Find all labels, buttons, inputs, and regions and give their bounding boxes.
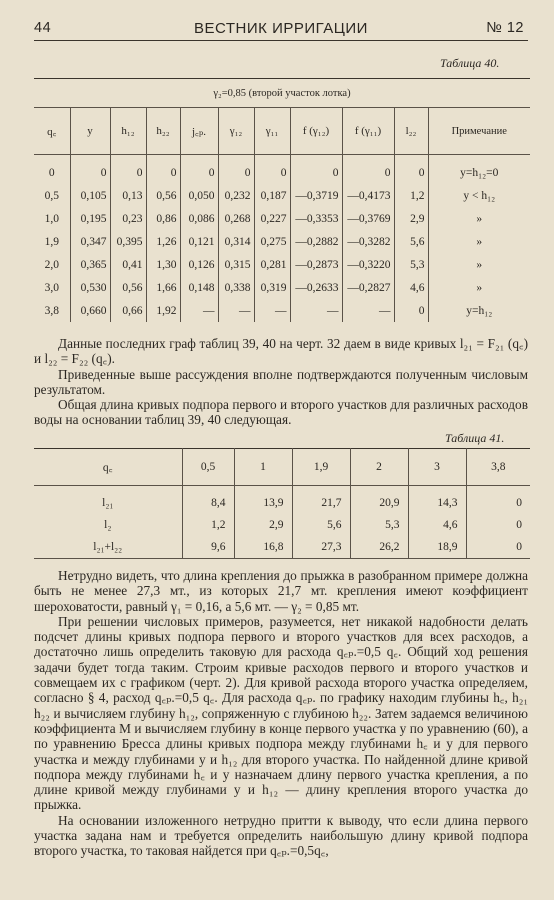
table-cell: 0,227 [254,207,290,230]
table-cell: 18,9 [408,536,466,559]
table-cell: 5,6 [292,514,350,536]
col-header: f (γ₁₂) [290,108,342,155]
table-cell: 27,3 [292,536,350,559]
paragraph: Нетрудно видеть, что длина крепления до прыжка в разобранном примере должна быть не менее 27,3 мт., из которых 21,7 мт. крепления имеют коэффициент шероховатости, равный γ₁ = 0,16, а 5,6 мт. — γ₂ = 0,85 мт. [34,568,528,614]
table-cell: 0,105 [70,184,110,207]
table-cell: 0,13 [110,184,146,207]
table-cell: —0,3282 [342,230,394,253]
table-cell: 0,5 [44,189,59,202]
text-block-middle [34,336,528,428]
table-40 [34,78,530,322]
journal-title: ВЕСТНИК ИРРИГАЦИИ [194,20,368,37]
table-cell: l₂ [104,519,112,531]
table-cell: 0 [290,161,342,184]
table-cell: 0,195 [70,207,110,230]
table-cell: 0 [48,166,55,179]
table-41 [34,448,530,559]
table-40-title: γ₂=0,85 (второй участок лотка) [34,79,530,108]
table-cell: 1,2 [394,184,428,207]
text-block-bottom [34,568,528,859]
table-cell: 16,8 [234,536,292,559]
table-41-caption: Таблица 41. [445,431,505,445]
table-cell: 0 [466,492,530,514]
table-cell: 0,86 [146,207,180,230]
paragraph: Данные последних граф таблиц 39, 40 на черт. 32 даем в виде кривых l₂₁ = F₂₁ (q꜀) и l₂₂ = F₂₂ (q꜀). [34,336,528,367]
table-cell: 5,6 [394,230,428,253]
table-41-header-row [34,449,530,486]
table-cell: 21,7 [292,492,350,514]
table-cell: 0,395 [110,230,146,253]
col-header: y [70,108,110,155]
col-header: f (γ₁₁) [342,108,394,155]
table-40-caption: Таблица 40. [440,56,500,70]
table-cell: 0,23 [110,207,146,230]
table-cell: y=h₁₂ [428,299,530,322]
table-cell: 0,281 [254,253,290,276]
table-cell: 0 [180,161,218,184]
table-cell: » [428,207,530,230]
table-cell: —0,2873 [290,253,342,276]
table-cell: 0,121 [180,230,218,253]
table-row [34,207,530,230]
table-cell: 0 [254,161,290,184]
paragraph: При решении числовых примеров, разумеется, нет никакой надобности делать подсчет длины кривых подпора первого и второго участков для всех расходов, а достаточно лишь определить таковую для расхода q꜀ₚ.=0,5 q꜀. Общий ход решения задачи будет тогда таким. Строим кривые расходов первого и второго участков и совмещаем их с графиком (черт. 2). Для кривой расхода второго участка определяем, согласно § 4, расход q꜀ₚ.=0,5 q꜀. Для расхода q꜀ₚ. по графику находим глубины h꜀, h₂₁ h₂₂ и вычисляем глубину h₁₂, сопряженную с глубиною h₂₂. Затем задаемся величиною коэффициента M и вычисляем глубину в конце первого участка y по уравнению (60), а по уравнению Бресса длины кривых подпора между глубинами h꜀ и y для первого участка и между глубинами y и h₁₂ для второго участка. По найденной длине кривой подпора между глубинами h꜀ и y назначаем длину первого участка крепления, а по длине кривой между глубинами y и h₁₂ — длину крепления второго участка до прыжка. [34,613,528,813]
paragraph: Общая длина кривых подпора первого и второго участков для различных расходов воды на основании таблиц 39, 40 следующая. [34,397,528,428]
table-cell: 5,3 [394,253,428,276]
col-header: h₂₂ [146,108,180,155]
table-cell: 4,6 [394,276,428,299]
table-cell: 26,2 [350,536,408,559]
table-cell: 0,66 [110,299,146,322]
table-cell: l₂₁+l₂₂ [93,541,123,553]
table-cell: 0,56 [146,184,180,207]
paragraph: На основании изложенного нетрудно притти к выводу, что если длина первого участка задана нам и требуется определить наибольшую длину кривой подпора второго участка, то таковая найдется при q꜀ₚ.=0,5q꜀, [34,812,528,859]
table-cell: 0,530 [70,276,110,299]
col-header: q꜀ [34,449,182,486]
table-40-title-row [34,79,530,108]
table-cell: 2,0 [44,258,59,271]
table-cell: 2,9 [234,514,292,536]
table-cell: 9,6 [182,536,234,559]
col-header: l₂₂ [394,108,428,155]
table-cell: —0,2882 [290,230,342,253]
table-cell: 0 [146,161,180,184]
table-cell: 8,4 [182,492,234,514]
col-header: 1 [234,449,292,486]
table-cell: 0,050 [180,184,218,207]
table-row [34,276,530,299]
table-40-header-row [34,108,530,155]
table-cell: y=h₁₂=0 [428,161,530,184]
table-cell: 0 [342,161,394,184]
table-cell: l₂₁ [102,497,114,509]
table-cell: —0,3719 [290,184,342,207]
table-cell: 1,9 [44,235,59,248]
table-cell: 1,2 [182,514,234,536]
table-cell: 0 [466,536,530,559]
table-cell: 0 [70,161,110,184]
table-cell: — [290,299,342,322]
table-cell: — [342,299,394,322]
table-cell: 0,660 [70,299,110,322]
table-cell: » [428,230,530,253]
table-row [34,253,530,276]
col-header: j꜀ₚ. [180,108,218,155]
table-cell: — [254,299,290,322]
table-row [34,514,530,536]
table-cell: 0,275 [254,230,290,253]
col-header: 2 [350,449,408,486]
col-header: h₁₂ [110,108,146,155]
col-header: 1,9 [292,449,350,486]
table-cell: 0,148 [180,276,218,299]
table-cell: 0,086 [180,207,218,230]
col-header: 0,5 [182,449,234,486]
table-cell: 20,9 [350,492,408,514]
table-cell: —0,2827 [342,276,394,299]
table-cell: 2,9 [394,207,428,230]
table-cell: 0,268 [218,207,254,230]
table-41-body [34,492,530,559]
table-cell: 1,26 [146,230,180,253]
table-cell: 5,3 [350,514,408,536]
table-cell: 0,319 [254,276,290,299]
table-cell: 0,314 [218,230,254,253]
table-cell: 0,56 [110,276,146,299]
table-cell: —0,3220 [342,253,394,276]
col-header: γ₁₁ [254,108,290,155]
table-row [34,230,530,253]
table-cell: 1,92 [146,299,180,322]
issue-number: № 12 [486,20,524,36]
table-cell: 0,347 [70,230,110,253]
table-cell: 0,41 [110,253,146,276]
table-cell: 0 [394,161,428,184]
table-cell: 4,6 [408,514,466,536]
table-cell: » [428,253,530,276]
table-cell: y < h₁₂ [428,184,530,207]
table-cell: 0,232 [218,184,254,207]
table-cell: — [218,299,254,322]
table-cell: 0,365 [70,253,110,276]
page-header [34,18,528,41]
table-cell: 0 [394,299,428,322]
table-cell: —0,4173 [342,184,394,207]
table-cell: 13,9 [234,492,292,514]
page-number: 44 [34,20,52,36]
table-cell: 0 [466,514,530,536]
table-cell: 0 [110,161,146,184]
table-cell: 0,187 [254,184,290,207]
table-cell: 3,8 [44,304,59,317]
table-cell: —0,3769 [342,207,394,230]
col-header: γ₁₂ [218,108,254,155]
table-cell: —0,2633 [290,276,342,299]
table-row [34,184,530,207]
col-header: 3 [408,449,466,486]
table-cell: 0,126 [180,253,218,276]
table-40-body [34,161,530,322]
col-header: q꜀ [34,108,70,155]
table-cell: 0,315 [218,253,254,276]
table-cell: 0 [218,161,254,184]
table-row [34,492,530,514]
col-header: 3,8 [466,449,530,486]
table-cell: 14,3 [408,492,466,514]
table-cell: 1,30 [146,253,180,276]
table-cell: 1,66 [146,276,180,299]
paragraph: Приведенные выше рассуждения вполне подтверждаются полученным числовым результатом. [34,366,528,397]
col-header: Примечание [428,108,530,155]
table-cell: 3,0 [44,281,59,294]
table-row [34,161,530,184]
table-cell: — [180,299,218,322]
table-cell: —0,3353 [290,207,342,230]
table-row [34,299,530,322]
table-cell: » [428,276,530,299]
table-row [34,536,530,559]
table-cell: 1,0 [44,212,59,225]
table-cell: 0,338 [218,276,254,299]
